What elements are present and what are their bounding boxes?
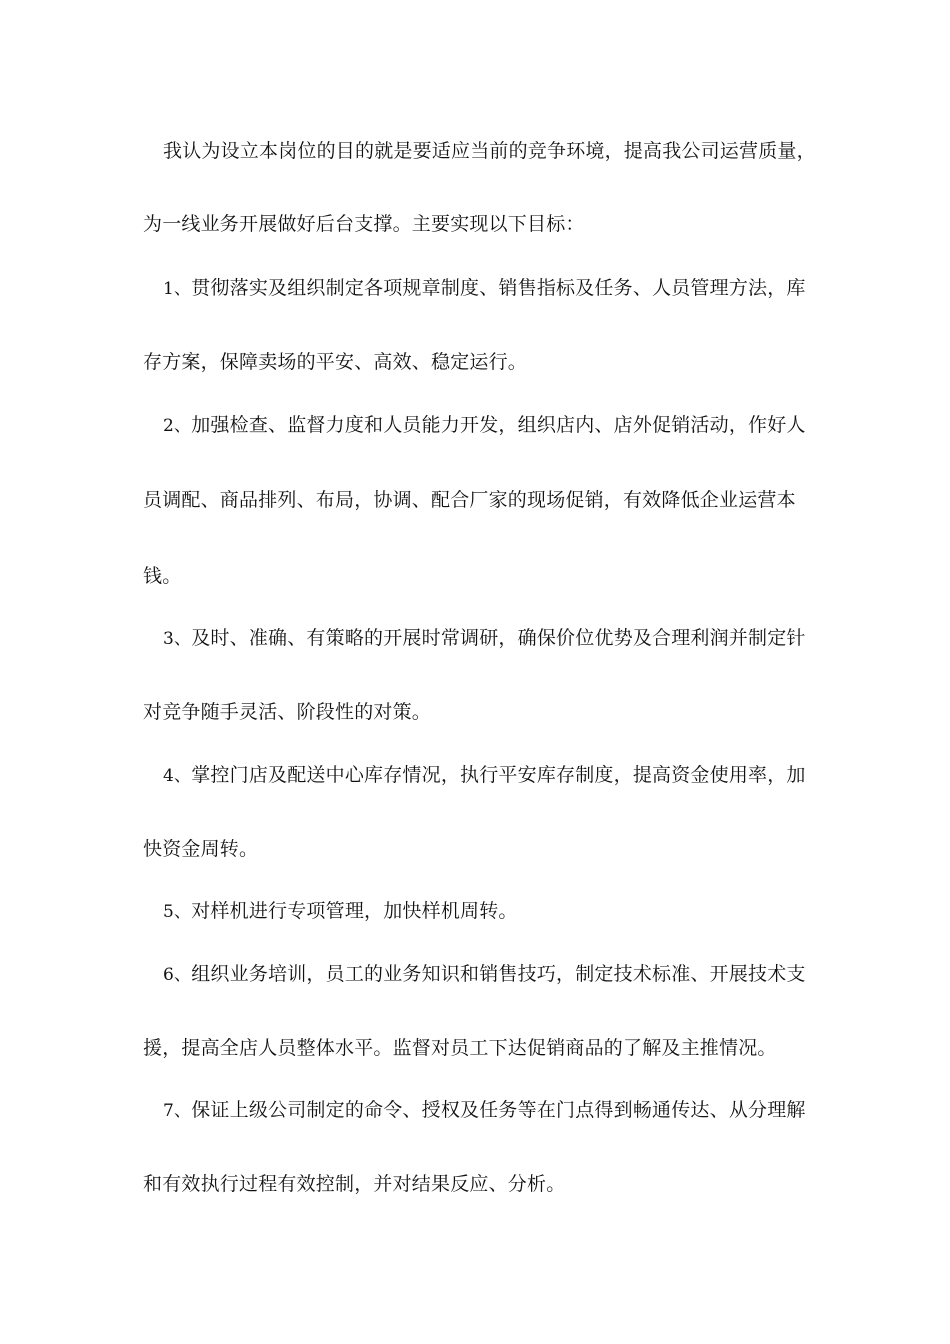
- text-line: 贯彻落实及组织制定各项规章制度、销售指标及任务、人员管理方法，库: [191, 277, 806, 299]
- list-item-7-line-2: [143, 1172, 808, 1196]
- list-item-2-line-2: [143, 488, 808, 512]
- text-line: 员调配、商品排列、布局，协调、配合厂家的现场促销，有效降低企业运营本: [143, 489, 796, 511]
- text-line: 及时、准确、有策略的开展时常调研，确保价位优势及合理利润并制定针: [191, 627, 806, 649]
- text-line: 掌控门店及配送中心库存情况，执行平安库存制度，提高资金使用率，加: [191, 764, 806, 786]
- list-item-3-line-1: [163, 626, 828, 651]
- text-line: 组织业务培训，员工的业务知识和销售技巧，制定技术标准、开展技术支: [191, 963, 806, 985]
- list-item-1-line-2: [143, 350, 808, 374]
- list-number: 5、: [163, 902, 192, 922]
- text-line: 对竞争随手灵活、阶段性的对策。: [143, 701, 432, 723]
- list-item-4-line-2: [143, 837, 808, 861]
- list-item-6-line-2: [143, 1036, 808, 1060]
- text-line: 和有效执行过程有效控制，并对结果反应、分析。: [143, 1173, 566, 1195]
- list-number: 3、: [163, 629, 192, 649]
- list-number: 4、: [163, 766, 192, 786]
- list-number: 2、: [163, 416, 192, 436]
- list-item-1-line-1: [163, 276, 828, 301]
- list-item-4-line-1: [163, 763, 828, 788]
- text-line: 我认为设立本岗位的目的就是要适应当前的竞争环境，提高我公司运营质量，: [163, 140, 816, 162]
- text-line: 加强检查、监督力度和人员能力开发，组织店内、店外促销活动，作好人: [191, 414, 806, 436]
- text-line: 为一线业务开展做好后台支撑。主要实现以下目标：: [143, 213, 585, 235]
- text-line: 保证上级公司制定的命令、授权及任务等在门点得到畅通传达、从分理解: [191, 1099, 806, 1121]
- list-item-3-line-2: [143, 700, 808, 724]
- text-line: 对样机进行专项管理，加快样机周转。: [191, 900, 518, 922]
- text-line: 存方案，保障卖场的平安、高效、稳定运行。: [143, 351, 528, 373]
- list-item-7-line-1: [163, 1098, 828, 1123]
- list-number: 6、: [163, 965, 192, 985]
- list-item-6-line-1: [163, 962, 828, 987]
- list-number: 1、: [163, 279, 192, 299]
- list-item-2-line-3: [143, 564, 808, 588]
- text-line: 援，提高全店人员整体水平。监督对员工下达促销商品的了解及主推情况。: [143, 1037, 777, 1059]
- paragraph-intro-line-2: [143, 212, 808, 236]
- list-item-5-line-1: [163, 899, 828, 924]
- list-number: 7、: [163, 1101, 192, 1121]
- text-line: 钱。: [143, 565, 182, 587]
- text-line: 快资金周转。: [143, 838, 259, 860]
- list-item-2-line-1: [163, 413, 828, 438]
- paragraph-intro-line-1: [163, 139, 828, 163]
